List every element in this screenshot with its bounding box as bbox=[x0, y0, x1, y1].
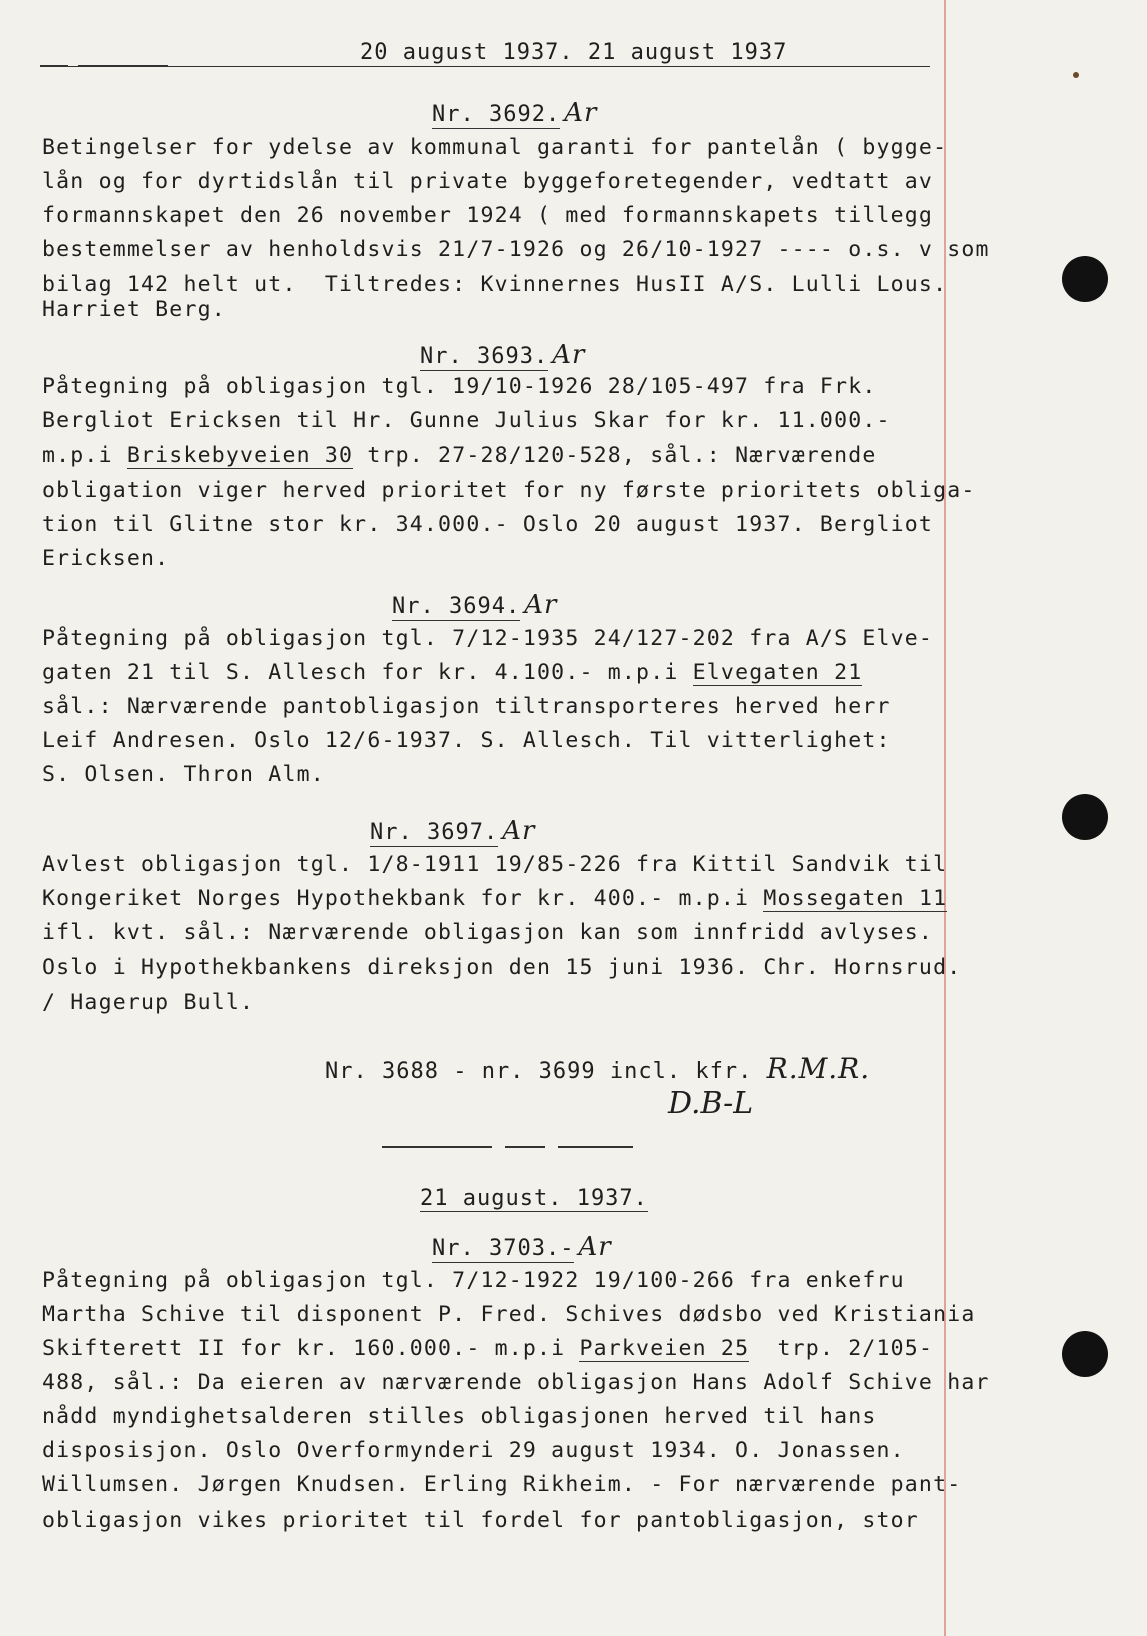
entry-number bbox=[420, 340, 585, 370]
entry-number-text: Nr. 3693. bbox=[420, 344, 549, 369]
entry-text-line: Oslo i Hypothekbankens direksjon den 15 juni 1936. Chr. Hornsrud. bbox=[42, 955, 962, 980]
entry-text-line: bilag 142 helt ut. Tiltredes: Kvinnernes HusII A/S. Lulli Lous. bbox=[42, 272, 948, 297]
property-address: Elvegaten 21 bbox=[692, 660, 863, 685]
date-heading-text: 21 august. 1937. bbox=[420, 1186, 648, 1211]
entry-text-line bbox=[42, 660, 862, 685]
entry-text-line: / Hagerup Bull. bbox=[42, 990, 255, 1015]
entry-text-line bbox=[42, 886, 947, 911]
entry-number-text: Nr. 3692. bbox=[432, 102, 561, 127]
entry-text-line: formannskapet den 26 november 1924 ( med formannskapets tillegg bbox=[42, 203, 934, 228]
registrar-mark: Ar bbox=[552, 340, 586, 370]
entry-text-line: Påtegning på obligasjon tgl. 19/10-1926 28/105-497 fra Frk. bbox=[42, 374, 877, 399]
entry-text-line: disposisjon. Oslo Overformynderi 29 august 1934. O. Jonassen. bbox=[42, 1438, 905, 1463]
registrar-mark: Ar bbox=[524, 590, 558, 620]
entry-text-line: Betingelser for ydelse av kommunal garanti for pantelån ( bygge- bbox=[42, 135, 948, 160]
entry-text-line: Leif Andresen. Oslo 12/6-1937. S. Allesch. Til vitterlighet: bbox=[42, 728, 891, 753]
entry-text-line: ifl. kvt. sål.: Nærværende obligasjon kan som innfridd avlyses. bbox=[42, 920, 934, 945]
entry-number-text: Nr. 3694. bbox=[392, 594, 521, 619]
separator-rule bbox=[382, 1146, 492, 1148]
line-prefix: Kongeriket Norges Hypothekbank for kr. 400.- m.p.i bbox=[42, 886, 764, 911]
registrar-mark: Ar bbox=[578, 1232, 612, 1262]
property-address: Mossegaten 11 bbox=[763, 886, 948, 911]
entry-text-line: sål.: Nærværende pantobligasjon tiltransporteres herved herr bbox=[42, 694, 891, 719]
entry-number-text: Nr. 3697. bbox=[370, 820, 499, 845]
separator-rule bbox=[505, 1146, 545, 1148]
registrar-mark: Ar bbox=[564, 98, 598, 128]
line-prefix: m.p.i bbox=[42, 443, 127, 468]
header-dates: 20 august 1937. 21 august 1937 bbox=[360, 40, 788, 65]
property-address: Briskebyveien 30 bbox=[126, 443, 354, 468]
entry-text-line: 488, sål.: Da eieren av nærværende obligasjon Hans Adolf Schive har bbox=[42, 1370, 990, 1395]
registrar-mark: Ar bbox=[502, 816, 536, 846]
ink-speck bbox=[1073, 72, 1079, 78]
entry-number bbox=[432, 98, 597, 128]
handwritten-signature: D.B-L bbox=[668, 1086, 754, 1121]
entry-text-line: Ericksen. bbox=[42, 546, 170, 571]
entry-text-line: Martha Schive til disponent P. Fred. Schives dødsbo ved Kristiania bbox=[42, 1302, 976, 1327]
punch-hole bbox=[1062, 1331, 1108, 1377]
entry-text-line: tion til Glitne stor kr. 34.000.- Oslo 20 august 1937. Bergliot bbox=[42, 512, 934, 537]
handwritten-initials: R.M.R. bbox=[766, 1052, 871, 1085]
entry-number bbox=[370, 816, 535, 846]
line-prefix: gaten 21 til S. Allesch for kr. 4.100.- m.p.i bbox=[42, 660, 693, 685]
entry-number bbox=[432, 1232, 612, 1262]
header-rule bbox=[40, 66, 930, 67]
property-address: Parkveien 25 bbox=[579, 1336, 750, 1361]
entry-number-text: Nr. 3703.- bbox=[432, 1236, 575, 1261]
entry-text-line: Avlest obligasjon tgl. 1/8-1911 19/85-226 fra Kittil Sandvik til bbox=[42, 852, 948, 877]
line-suffix: trp. 27-28/120-528, sål.: Nærværende bbox=[353, 443, 877, 468]
summary-line bbox=[325, 1052, 870, 1085]
entry-text-line: S. Olsen. Thron Alm. bbox=[42, 762, 325, 787]
entry-text-line: Påtegning på obligasjon tgl. 7/12-1935 24/127-202 fra A/S Elve- bbox=[42, 626, 934, 651]
separator-rule bbox=[558, 1146, 633, 1148]
entry-text-line: Harriet Berg. bbox=[42, 297, 226, 322]
date-heading bbox=[420, 1186, 648, 1211]
entry-text-line: Bergliot Ericksen til Hr. Gunne Julius Skar for kr. 11.000.- bbox=[42, 408, 891, 433]
entry-text-line: Påtegning på obligasjon tgl. 7/12-1922 19/100-266 fra enkefru bbox=[42, 1268, 905, 1293]
entry-text-line: nådd myndighetsalderen stilles obligasjonen herved til hans bbox=[42, 1404, 877, 1429]
line-suffix: trp. 2/105- bbox=[749, 1336, 934, 1361]
entry-text-line: bestemmelser av henholdsvis 21/7-1926 og 26/10-1927 ---- o.s. v som bbox=[42, 237, 990, 262]
page-header bbox=[40, 34, 930, 74]
punch-hole bbox=[1062, 794, 1108, 840]
entry-text-line: obligation viger herved prioritet for ny første prioritets obliga- bbox=[42, 478, 976, 503]
punch-hole bbox=[1062, 256, 1108, 302]
entry-text-line bbox=[42, 1336, 933, 1361]
entry-text-line bbox=[42, 443, 877, 468]
entry-text-line: obligasjon vikes prioritet til fordel for pantobligasjon, stor bbox=[42, 1508, 919, 1533]
line-prefix: Skifterett II for kr. 160.000.- m.p.i bbox=[42, 1336, 580, 1361]
summary-text: Nr. 3688 - nr. 3699 incl. kfr. bbox=[325, 1059, 753, 1084]
entry-number bbox=[392, 590, 557, 620]
entry-text-line: lån og for dyrtidslån til private byggeforetegender, vedtatt av bbox=[42, 169, 934, 194]
entry-text-line: Willumsen. Jørgen Knudsen. Erling Rikheim. - For nærværende pant- bbox=[42, 1472, 962, 1497]
